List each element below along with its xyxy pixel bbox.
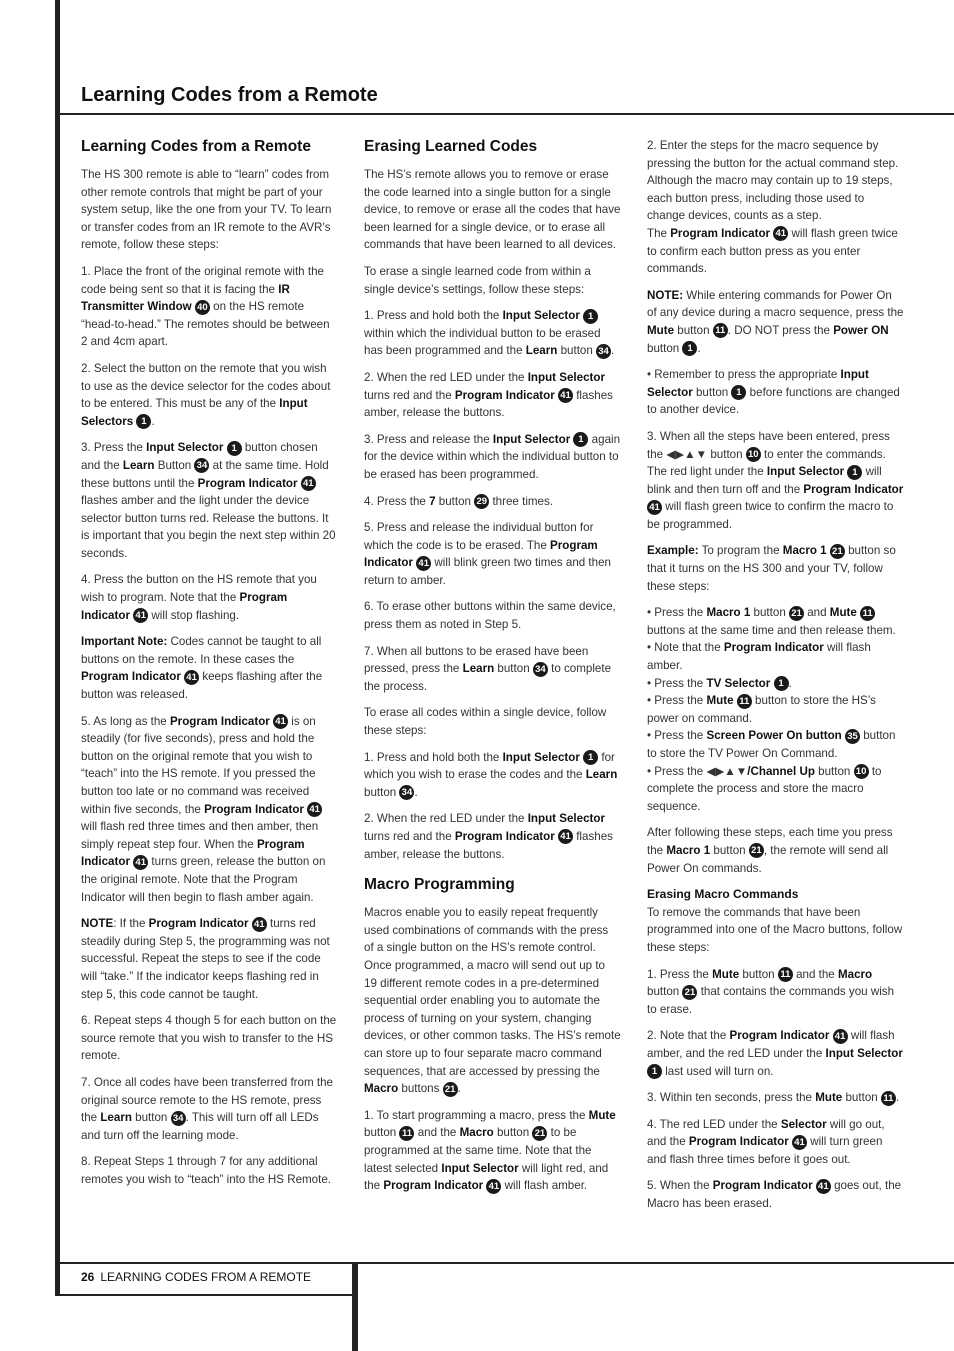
bold-term: Input Selector <box>502 309 580 323</box>
paragraph: To remove the commands that have been programmed into one of the Macro buttons, follow these steps: <box>647 905 903 954</box>
page-number: 26 <box>81 1270 95 1284</box>
paragraph: 1. To start programming a macro, press the Mute button 11 and the Macro button 21 to be programmed at the same time. Note that the latest selected Input Selector will light red, and the Program Indicator 41 will flash amber. <box>364 1108 616 1193</box>
callout-number-badge: 34 <box>399 785 414 800</box>
bold-term: Program Indicator <box>670 226 771 240</box>
bold-term: Learn <box>462 662 495 676</box>
callout-number-badge: 21 <box>443 1082 458 1097</box>
callout-number-badge: 41 <box>833 1029 848 1044</box>
section-heading-erasing-macro-commands: Erasing Macro Commands <box>647 887 799 902</box>
paragraph: NOTE: While entering commands for Power On of any device during a macro sequence, press the Mute button 11 . DO NOT press the Power ON button 1 . <box>647 288 904 355</box>
paragraph: 3. Within ten seconds, press the Mute button 11 . <box>647 1091 900 1105</box>
bold-term: Program Indicator <box>688 1135 789 1149</box>
section-heading-erasing-learned-codes: Erasing Learned Codes <box>364 138 538 155</box>
callout-number-badge: 1 <box>647 1064 662 1079</box>
paragraph: 4. Press the button on the HS remote that you wish to program. Note that the Program Indicator 41 will stop flashing. <box>81 573 317 622</box>
paragraph: NOTE: If the Program Indicator 41 turns red steadily during Step 5, the programming was not successful. Repeat the steps to see if the code will “take.” If the indicator keeps flashing red in step 5, this code cannot be taught. <box>81 917 330 1001</box>
callout-number-badge: 21 <box>682 985 697 1000</box>
paragraph: • Press the Macro 1 button 21 and Mute 11 buttons at the same time and then release them. <box>647 606 896 637</box>
callout-number-badge: 29 <box>474 494 489 509</box>
bold-term: Macro <box>837 967 873 981</box>
bold-term: Program Indicator <box>148 917 249 931</box>
callout-number-badge: 34 <box>533 662 548 677</box>
bold-term: Program Indicator <box>81 591 288 622</box>
bold-term: Macro <box>364 1082 399 1096</box>
bold-term: IR Transmitter Window <box>81 282 290 314</box>
callout-number-badge: 1 <box>731 385 746 400</box>
bold-term: TV Selector <box>706 676 771 690</box>
paragraph: 5. As long as the Program Indicator 41 is on steadily (for five seconds), press and hold the button on the original remote that you wish to “teach” into the HS remote. If you pressed the button too late or no command was received within five seconds, the Program Indicator 41 will flash red three times and then amber, then simply repeat step four. When the Program Indicator 41 turns green, release the button on the original remote. Note that the Program Indicator will then begin to flash amber again. <box>81 714 326 904</box>
column-1 <box>81 137 338 1197</box>
bold-term: Macro <box>459 1126 494 1140</box>
bold-term: Mute <box>712 967 740 981</box>
bold-term: Input Selectors <box>81 397 308 428</box>
paragraph: • Press the Screen Power On button 35 button to store the TV Power On Command. <box>647 729 896 760</box>
bold-term: Program Indicator <box>712 1179 813 1193</box>
callout-number-badge: 21 <box>830 544 845 559</box>
callout-number-badge: 41 <box>133 608 148 623</box>
bold-term: Macro 1 <box>706 606 751 620</box>
paragraph: The HS 300 remote is able to “learn” codes from other remote controls that might be part of your system setup, like the one from your TV. To learn or transfer codes from an IR remote to the AVR’s remote, follow these steps: <box>81 168 332 252</box>
col2-body-macro <box>364 904 621 1195</box>
paragraph: • Press the TV Selector 1 . <box>647 676 792 690</box>
bold-term: Input Selector <box>502 750 580 764</box>
bold-term: Input Selector <box>825 1046 903 1060</box>
paragraph: 1. Press and hold both the Input Selector 1 within which the individual button to be erased has been programmed and the Learn button 34 . <box>364 309 615 358</box>
callout-number-badge: 10 <box>746 447 761 462</box>
header-rule <box>55 113 954 115</box>
callout-number-badge: 1 <box>682 341 697 356</box>
callout-number-badge: 1 <box>774 676 789 691</box>
paragraph: 3. Press the Input Selector 1 button chosen and the Learn Button 34 at the same time. Hold these buttons until the Program Indicator 41 flashes amber and the light under the device selector button turns red. Release the buttons. It is important that you begin the next step within 20 seconds. <box>81 441 336 560</box>
callout-number-badge: 41 <box>307 802 322 817</box>
bold-term: Input Selector <box>441 1161 519 1175</box>
page-title: Learning Codes from a Remote <box>81 84 378 106</box>
section-heading-macro-programming: Macro Programming <box>364 876 515 894</box>
paragraph: 3. Press and release the Input Selector 1 again for the device within which the individual button to be erased has been programmed. <box>364 432 621 481</box>
bold-term: Learn <box>585 768 618 782</box>
callout-number-badge: 41 <box>486 1179 501 1194</box>
bold-term: Example: <box>647 544 699 558</box>
paragraph: 2. When the red LED under the Input Selector turns red and the Program Indicator 41 flashes amber, release the buttons. <box>364 812 613 861</box>
bold-term: Program Indicator <box>81 837 305 869</box>
paragraph: 2. Select the button on the remote that you wish to use as the device selector for the codes about to be entered. This must be any of the Input Selectors 1 . <box>81 361 331 428</box>
bold-term: Program Indicator <box>364 538 598 570</box>
bold-term: NOTE: <box>647 288 684 302</box>
callout-number-badge: 21 <box>789 606 804 621</box>
callout-number-badge: 11 <box>860 606 875 621</box>
callout-number-badge: 11 <box>778 967 793 982</box>
page-footer <box>81 1270 311 1284</box>
paragraph: 1. Place the front of the original remote with the code being sent so that it is facing the IR Transmitter Window 40 on the HS remote “head-to-head.” The remotes should be between 2 and 4cm apart. <box>81 264 330 349</box>
bold-term: Selector <box>780 1117 827 1131</box>
paragraph: 7. Once all codes have been transferred from the original source remote to the HS remote, press the Learn button 34 . This will turn off all LEDs and turn off the learning mode. <box>81 1075 333 1142</box>
footer-rule <box>55 1262 954 1264</box>
callout-number-badge: 41 <box>301 476 316 491</box>
footer-underline <box>55 1294 355 1296</box>
bold-term: Mute <box>829 606 857 620</box>
footer-section-title: LEARNING CODES FROM A REMOTE <box>100 1270 312 1284</box>
bold-term: Input Selector <box>647 368 869 399</box>
bold-term: Program Indicator <box>81 670 181 684</box>
callout-number-badge: 1 <box>583 309 598 324</box>
paragraph: 2. Note that the Program Indicator 41 will flash amber, and the red LED under the Input Selector 1 last used will turn on. <box>647 1029 903 1078</box>
bold-term: Important Note: <box>81 635 168 649</box>
paragraph: The HS’s remote allows you to remove or erase the code learned into a single button for a single device, to remove or erase all the codes that have been learned for a single device, or to erase all commands that have been learned to all devices. <box>364 168 621 252</box>
callout-number-badge: 1 <box>847 465 862 480</box>
bold-term: Program Indicator <box>454 388 555 402</box>
paragraph: Macros enable you to easily repeat frequently used combinations of commands with the press of a single button on the HS’s remote control. Once programmed, a macro will send out up to 19 different remote codes in a pre-determined sequential order enabling you to automate the process of turning on your system, changing devices, or other common tasks. The HS’s remote can store up to four separate macro command sequences, that are accessed by pressing the Macro buttons 21 . <box>364 906 621 1096</box>
paragraph: 7. When all buttons to be erased have been pressed, press the Learn button 34 to complete the process. <box>364 644 612 693</box>
paragraph: 5. When the Program Indicator 41 goes out, the Macro has been erased. <box>647 1179 902 1211</box>
bold-term: Program Indicator <box>723 641 824 655</box>
paragraph: • Press the ◀▶▲▼/Channel Up button 10 to complete the process and store the macro sequence. <box>647 764 882 813</box>
callout-number-badge: 41 <box>416 556 431 571</box>
col1-body <box>81 166 338 1188</box>
col2-body <box>364 166 621 863</box>
bold-term: Program Indicator <box>383 1179 484 1193</box>
bold-term: Learn <box>100 1111 132 1125</box>
callout-number-badge: 34 <box>194 458 209 473</box>
callout-number-badge: 35 <box>845 729 860 744</box>
paragraph: 6. Repeat steps 4 though 5 for each button on the source remote that you wish to transfer to the HS remote. <box>81 1014 337 1063</box>
bold-term: Input Selector <box>766 465 845 479</box>
callout-number-badge: 41 <box>558 388 573 403</box>
left-margin-bar <box>55 0 60 1296</box>
bold-term: Input Selector <box>527 812 606 826</box>
paragraph: After following these steps, each time you press the Macro 1 button 21 , the remote will send all Power On commands. <box>647 826 893 875</box>
paragraph: 6. To erase other buttons within the same device, press them as noted in Step 5. <box>364 600 616 632</box>
callout-number-badge: 11 <box>881 1091 896 1106</box>
footer-divider-bar <box>352 1262 358 1351</box>
paragraph: To erase a single learned code from within a single device’s settings, follow these steps: <box>364 264 591 296</box>
callout-number-badge: 11 <box>713 323 728 338</box>
callout-number-badge: 1 <box>583 750 598 765</box>
callout-number-badge: 41 <box>184 670 199 685</box>
paragraph: 4. Press the 7 button 29 three times. <box>364 494 554 508</box>
bold-term: Program Indicator <box>803 482 904 496</box>
paragraph: 1. Press the Mute button 11 and the Macro button 21 that contains the commands you wish to erase. <box>647 967 895 1016</box>
column-3 <box>647 137 904 1222</box>
paragraph: 4. The red LED under the Selector will go out, and the Program Indicator 41 will turn green and flash three times before it goes out. <box>647 1117 885 1166</box>
bold-term: Program Indicator <box>729 1029 830 1043</box>
callout-number-badge: 41 <box>773 226 788 241</box>
paragraph: Important Note: Codes cannot be taught to all buttons on the remote. In these cases the Program Indicator 41 keeps flashing after the button was released. <box>81 635 323 702</box>
callout-number-badge: 41 <box>792 1135 807 1150</box>
paragraph: Example: To program the Macro 1 21 button so that it turns on the HS 300 and your TV, follow these steps: <box>647 544 896 593</box>
bold-term: Input Selector <box>492 432 571 446</box>
callout-number-badge: 21 <box>532 1126 547 1141</box>
callout-number-badge: 41 <box>252 917 267 932</box>
paragraph: To erase all codes within a single device, follow these steps: <box>364 706 607 738</box>
callout-number-badge: 41 <box>647 500 662 515</box>
bold-term: /Channel Up <box>747 764 815 778</box>
paragraph: • Remember to press the appropriate Input Selector button 1 before functions are changed to another device. <box>647 368 900 417</box>
bold-term: Macro 1 <box>666 843 711 857</box>
paragraph: 5. Press and release the individual button for which the code is to be erased. The Program Indicator 41 will blink green two times and then return to amber. <box>364 521 611 587</box>
callout-number-badge: 41 <box>816 1179 831 1194</box>
bold-term: Input Selector <box>146 441 224 455</box>
callout-number-badge: 40 <box>195 300 210 315</box>
section-heading-learning-codes: Learning Codes from a Remote <box>81 138 311 155</box>
callout-number-badge: 41 <box>133 855 148 870</box>
bold-term: Program Indicator <box>169 714 270 728</box>
bold-term: Input Selector <box>527 370 606 384</box>
callout-number-badge: 1 <box>136 414 151 429</box>
callout-number-badge: 41 <box>273 714 288 729</box>
paragraph: 1. Press and hold both the Input Selector 1 for which you wish to erase the codes and the Learn button 34 . <box>364 750 618 799</box>
callout-number-badge: 11 <box>399 1126 414 1141</box>
bold-term: NOTE <box>81 917 114 931</box>
bold-term: Mute <box>588 1108 616 1122</box>
bold-term: Program Indicator <box>197 476 298 490</box>
bold-term: Learn <box>525 344 558 358</box>
bold-term: Program Indicator <box>454 830 555 843</box>
paragraph: The Program Indicator 41 will flash green twice to confirm each button press as you enter commands. <box>647 226 898 276</box>
paragraph: 3. When all the steps have been entered, press the ◀▶▲▼ button 10 to enter the commands. The red light under the Input Selector 1 will blink and then turn off and the Program Indicator 41 will flash green twice to confirm the macro to be programmed. <box>647 429 904 531</box>
bold-term: Macro 1 <box>782 544 827 558</box>
paragraph: 8. Repeat Steps 1 through 7 for any additional remotes you wish to “teach” into the HS Remote. <box>81 1155 332 1186</box>
col3-body <box>647 137 904 877</box>
bold-term: Mute <box>815 1091 843 1105</box>
paragraph: • Note that the Program Indicator will flash amber. <box>647 641 871 673</box>
paragraph: • Press the Mute 11 button to store the HS’s power on command. <box>647 694 876 725</box>
col3-body-erase <box>647 904 904 1213</box>
callout-number-badge: 41 <box>558 829 573 844</box>
bold-term: Program Indicator <box>204 802 304 816</box>
paragraph: 2. Enter the steps for the macro sequence by pressing the button for the actual command step. Although the macro may contain up to 19 steps, each button press, including those used to change devices, counts as a step. <box>647 139 899 223</box>
bold-term: Mute <box>706 694 734 708</box>
bold-term: 7 <box>429 494 436 508</box>
bold-term: Power ON <box>833 323 889 337</box>
paragraph: 2. When the red LED under the Input Selector turns red and the Program Indicator 41 flashes amber, release the buttons. <box>364 370 613 420</box>
callout-number-badge: 1 <box>227 441 242 456</box>
callout-number-badge: 1 <box>573 432 588 447</box>
callout-number-badge: 34 <box>171 1111 186 1126</box>
bold-term: Learn <box>122 458 155 472</box>
callout-number-badge: 10 <box>854 764 869 779</box>
callout-number-badge: 21 <box>749 843 764 858</box>
bold-term: Mute <box>647 323 675 337</box>
bold-term: Screen Power On button <box>706 729 842 743</box>
callout-number-badge: 11 <box>737 694 752 709</box>
column-2 <box>364 137 621 1204</box>
callout-number-badge: 34 <box>596 344 611 359</box>
